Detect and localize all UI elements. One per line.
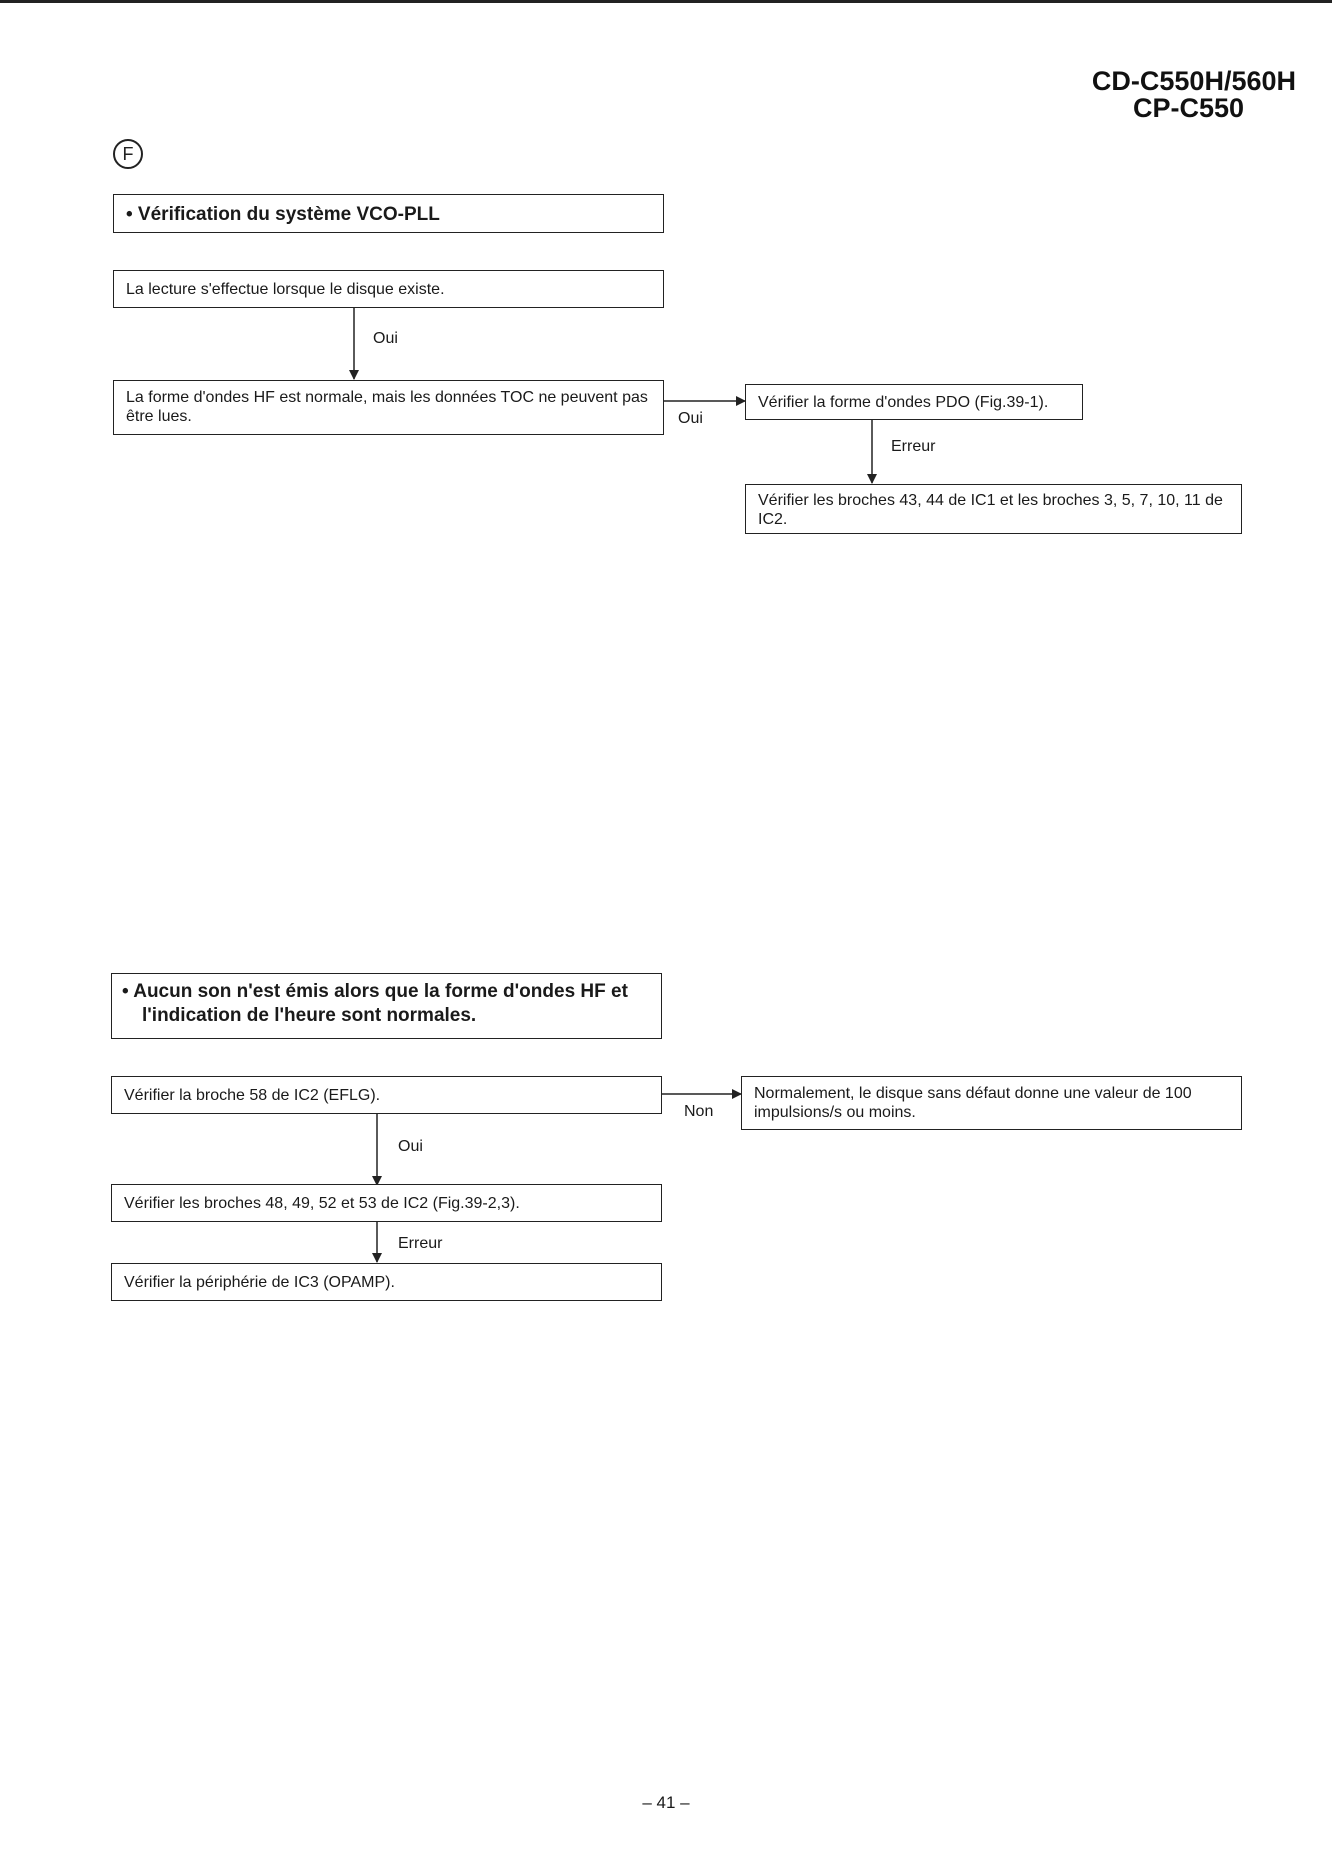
model-line-1: CD-C550H/560H [1091,66,1296,96]
label-erreur-1: Erreur [891,438,936,455]
label-non: Non [684,1103,714,1120]
label-oui-1: Oui [373,330,398,347]
box-check-broches-ic1-ic2: Vérifier les broches 43, 44 de IC1 et les broches 3, 5, 7, 10, 11 de IC2. [745,484,1242,534]
box-check-pdo: Vérifier la forme d'ondes PDO (Fig.39-1). [745,384,1083,420]
box-normal-pulses: Normalement, le disque sans défaut donne une valeur de 100 impulsions/s ou moins. [741,1076,1242,1130]
page-number: – 41 – [642,1793,690,1812]
label-erreur-2: Erreur [398,1235,443,1252]
box-check-eflg: Vérifier la broche 58 de IC2 (EFLG). [111,1076,662,1114]
section1-title-box: • Vérification du système VCO-PLL [113,194,664,233]
section2-title-box: • Aucun son n'est émis alors que la forme d'ondes HF et l'indication de l'heure sont normales. [111,973,662,1039]
label-oui-3: Oui [398,1138,423,1155]
section-marker-f: F [113,139,143,169]
box-check-opamp: Vérifier la périphérie de IC3 (OPAMP). [111,1263,662,1301]
model-line-2: CP-C550 [1132,93,1244,123]
box-check-broches-48-53: Vérifier les broches 48, 49, 52 et 53 de IC2 (Fig.39-2,3). [111,1184,662,1222]
label-oui-2: Oui [678,410,703,427]
box-disc-read: La lecture s'effectue lorsque le disque existe. [113,270,664,308]
box-hf-normal: La forme d'ondes HF est normale, mais les données TOC ne peuvent pas être lues. [113,380,664,435]
